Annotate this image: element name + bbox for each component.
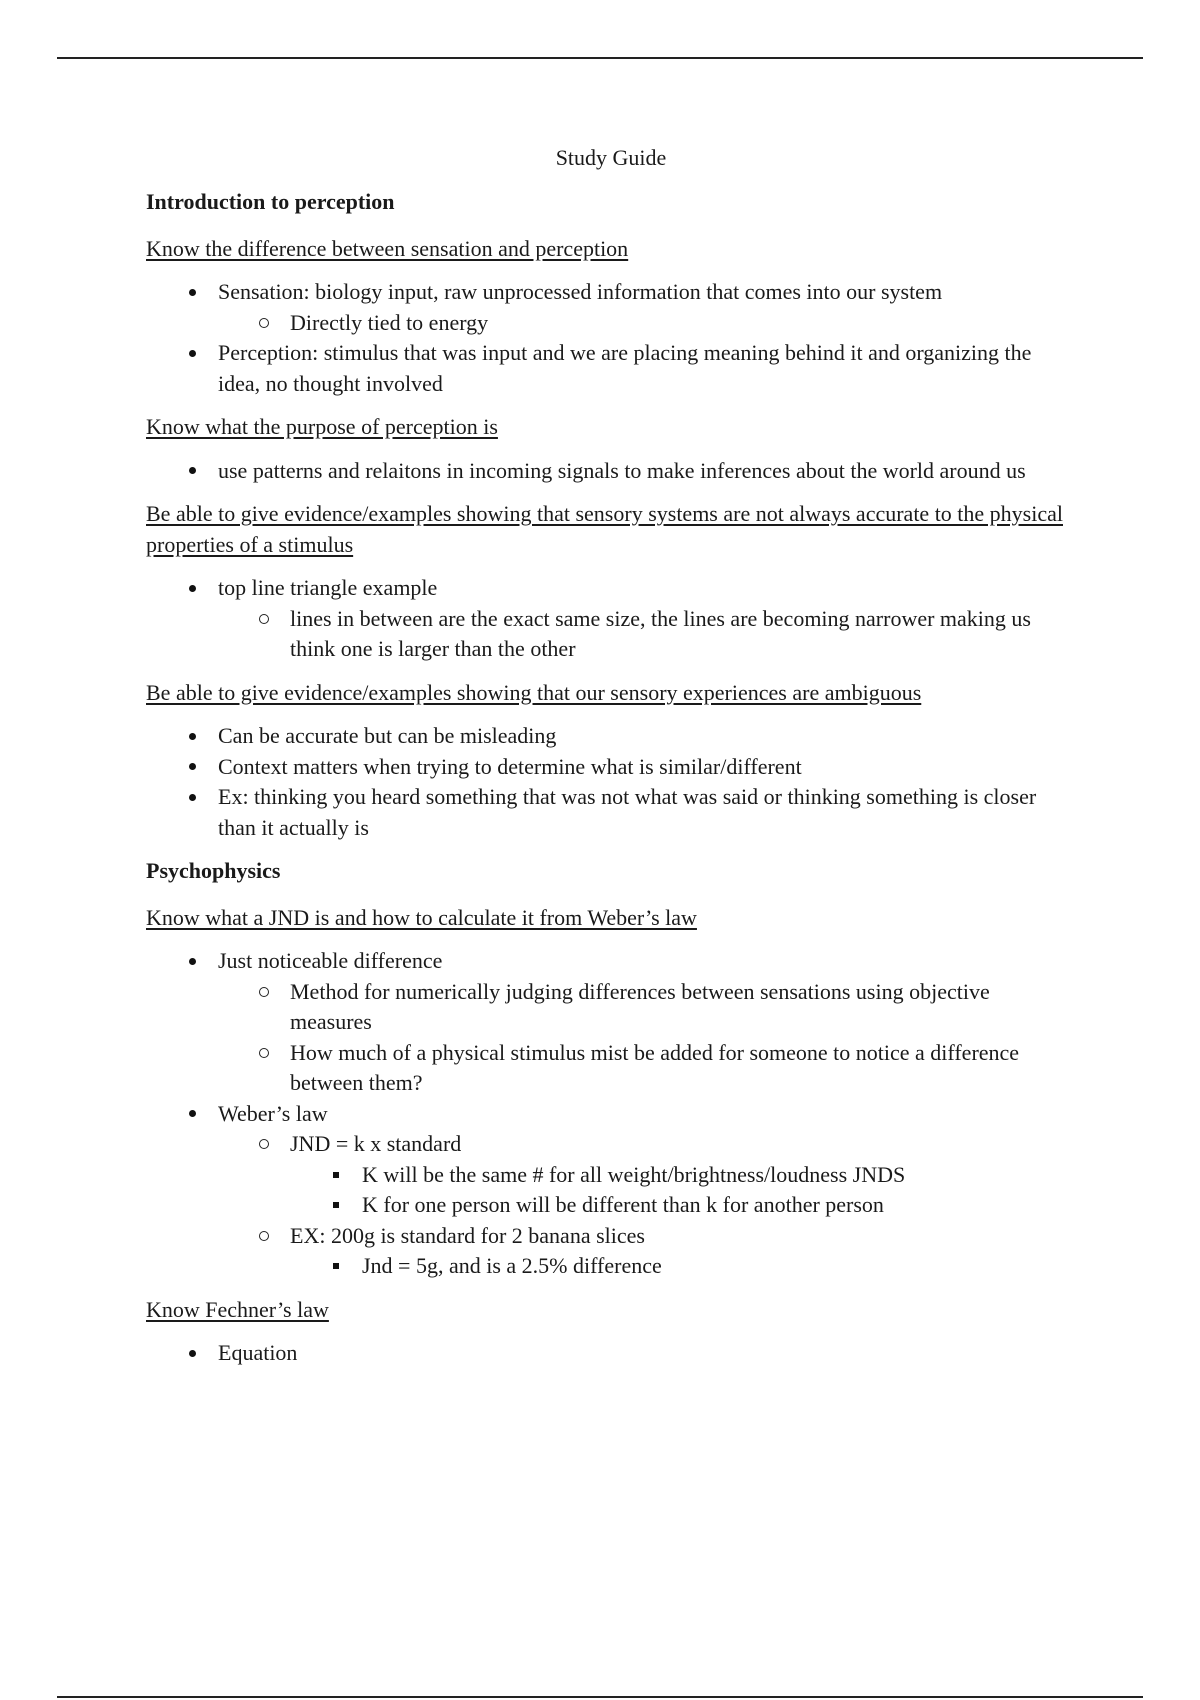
list-item: Weber’s law JND = k x standard K will be the same # for all weight/brightness/loudness JNDS K for one person will be different than k for another person EX: 200g is standard for 2 banana slices Jnd = 5g, and is a 2.5% difference (146, 1099, 1076, 1282)
list-item: lines in between are the exact same size, the lines are becoming narrower making us think one is larger than the other (218, 604, 1076, 665)
sub-sub-list (290, 1160, 1076, 1221)
list-item: EX: 200g is standard for 2 banana slices Jnd = 5g, and is a 2.5% difference (218, 1221, 1076, 1282)
topic-sensory-accuracy: Be able to give evidence/examples showing that sensory systems are not always accurate to the physical properties of a stimulus (146, 501, 1063, 557)
list-item: use patterns and relaitons in incoming signals to make inferences about the world around us (146, 456, 1076, 487)
topic-jnd-webers-law: Know what a JND is and how to calculate it from Weber’s law (146, 904, 697, 930)
square-bullet-icon (326, 1160, 346, 1191)
circle-bullet-icon (254, 604, 274, 635)
topic-ambiguous-experiences: Be able to give evidence/examples showing that our sensory experiences are ambiguous (146, 679, 922, 705)
bullet-list (146, 456, 1076, 487)
list-item: K for one person will be different than k for another person (290, 1190, 1076, 1221)
list-item: Jnd = 5g, and is a 2.5% difference (290, 1251, 1076, 1282)
bullet-icon (182, 721, 202, 752)
sub-sub-list (290, 1251, 1076, 1282)
topic-fechners-law: Know Fechner’s law (146, 1296, 329, 1322)
document-title: Study Guide (555, 145, 667, 170)
bullet-icon (182, 338, 202, 369)
list-item: How much of a physical stimulus mist be added for someone to notice a difference between them? (218, 1038, 1076, 1099)
top-rule (57, 57, 1143, 59)
circle-bullet-icon (254, 1038, 274, 1069)
list-item: Equation (146, 1338, 1076, 1369)
bullet-icon (182, 752, 202, 783)
sub-list (218, 1129, 1076, 1282)
list-item: Ex: thinking you heard something that was not what was said or thinking something is closer than it actually is (146, 782, 1076, 843)
circle-bullet-icon (254, 308, 274, 339)
document-body (146, 143, 1076, 1382)
bullet-list (146, 721, 1076, 843)
list-item: Directly tied to energy (218, 308, 1076, 339)
square-bullet-icon (326, 1190, 346, 1221)
section-heading-psychophysics: Psychophysics (146, 858, 281, 883)
section-heading-intro: Introduction to perception (146, 189, 395, 214)
topic-purpose-of-perception: Know what the purpose of perception is (146, 414, 498, 439)
list-item: Perception: stimulus that was input and we are placing meaning behind it and organizing the idea, no thought involved (146, 338, 1076, 399)
bullet-list (146, 573, 1076, 665)
list-item: K will be the same # for all weight/brightness/loudness JNDS (290, 1160, 1076, 1191)
sub-list (218, 308, 1076, 339)
bullet-icon (182, 1099, 202, 1130)
bullet-list (146, 1338, 1076, 1369)
bullet-icon (182, 277, 202, 308)
list-item: JND = k x standard K will be the same # for all weight/brightness/loudness JNDS K for one person will be different than k for another person (218, 1129, 1076, 1221)
bullet-icon (182, 1338, 202, 1369)
list-item: Method for numerically judging differences between sensations using objective measures (218, 977, 1076, 1038)
circle-bullet-icon (254, 977, 274, 1008)
bullet-icon (182, 456, 202, 487)
bullet-list (146, 946, 1076, 1282)
bottom-rule (57, 1696, 1143, 1698)
sub-list (218, 604, 1076, 665)
circle-bullet-icon (254, 1221, 274, 1252)
circle-bullet-icon (254, 1129, 274, 1160)
list-item: Context matters when trying to determine what is similar/different (146, 752, 1076, 783)
sub-list (218, 977, 1076, 1099)
list-item: Can be accurate but can be misleading (146, 721, 1076, 752)
bullet-icon (182, 782, 202, 813)
list-item: Sensation: biology input, raw unprocessed information that comes into our system Directly tied to energy (146, 277, 1076, 338)
bullet-icon (182, 946, 202, 977)
bullet-icon (182, 573, 202, 604)
list-item: top line triangle example lines in between are the exact same size, the lines are becoming narrower making us think one is larger than the other (146, 573, 1076, 665)
square-bullet-icon (326, 1251, 346, 1282)
bullet-list (146, 277, 1076, 399)
list-item: Just noticeable difference Method for numerically judging differences between sensations using objective measures How much of a physical stimulus mist be added for someone to notice a difference between them? (146, 946, 1076, 1099)
topic-sensation-vs-perception: Know the difference between sensation and perception (146, 235, 629, 261)
